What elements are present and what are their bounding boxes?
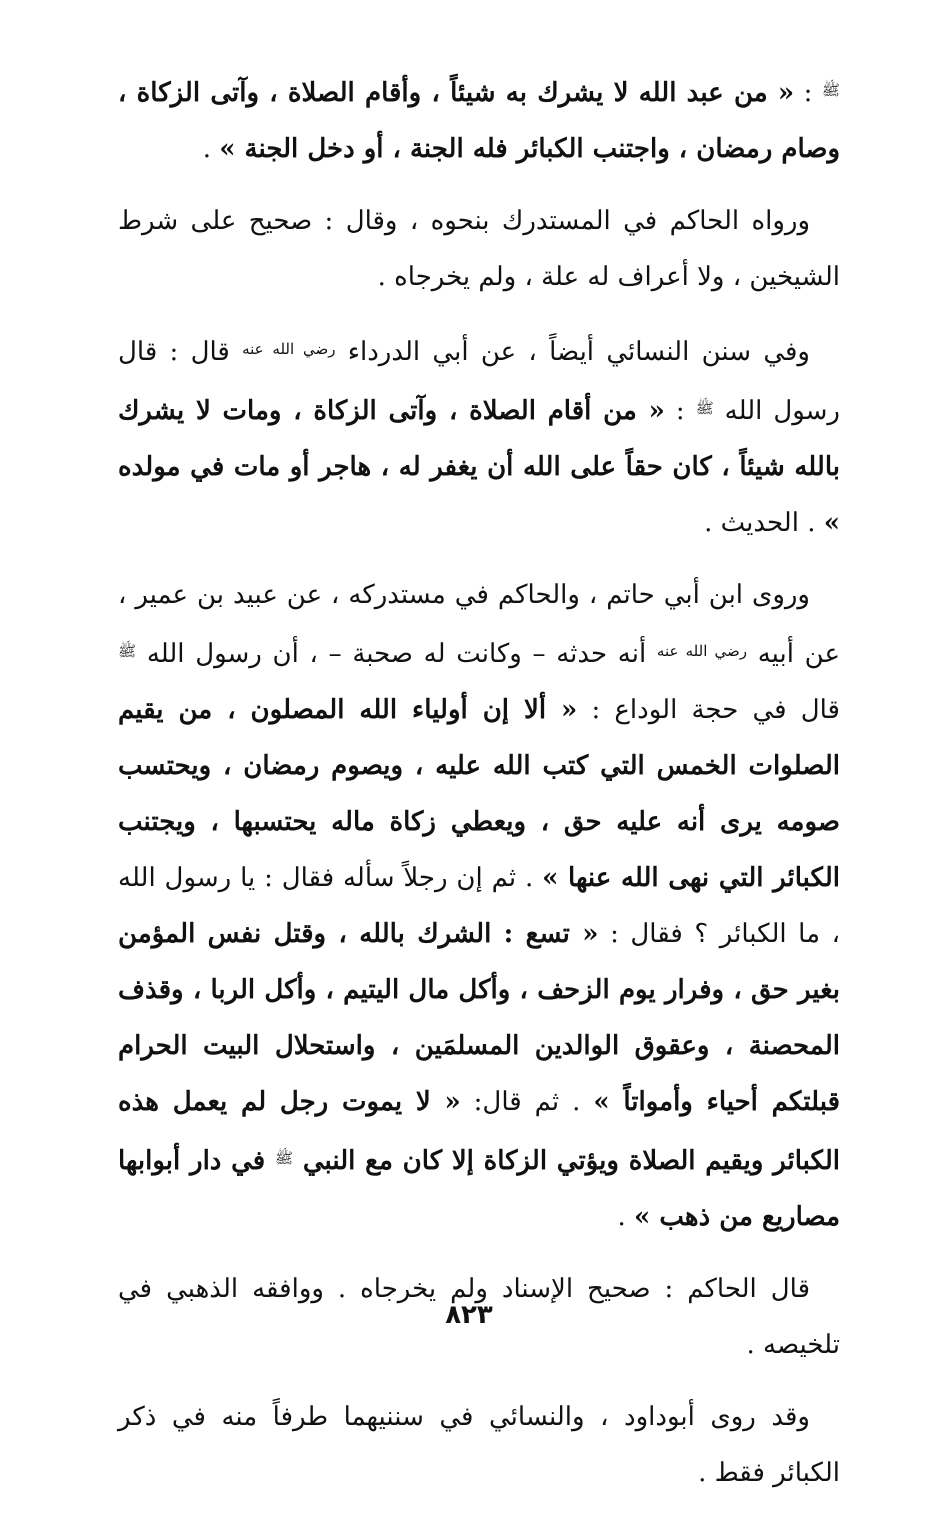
- paragraph-4: [118, 567, 840, 1245]
- hadith-quote-3a: « لا يموت رجل لم يعمل هذه الكبائر ويقيم الصلاة ويؤتي الزكاة إلا كان مع النبي: [118, 1087, 840, 1176]
- hadith-quote-2: « تسع : الشرك بالله ، وقتل نفس المؤمن بغير حق ، وفرار يوم الزحف ، وأكل مال اليتيم ، وأكل الربا ، وقذف المحصنة ، وعقوق الوالدين المسلمَين ، واستحلال البيت الحرام قبلتكم أحياء وأمواتاً »: [118, 919, 841, 1117]
- sentence-end: . الحديث .: [704, 508, 824, 538]
- hadith-quote-3b: في دار أبوابها مصاريع من ذهب »: [118, 1146, 840, 1232]
- paragraph-1: [118, 62, 840, 177]
- hadith-quote: « من أقام الصلاة ، وآتى الزكاة ، ومات لا يشرك بالله شيئاً ، كان حقاً على الله أن يغفر له ، هاجر أو مات في مولده »: [118, 396, 840, 538]
- salutation-mark: ﷺ: [695, 399, 714, 417]
- salutation-mark: ﷺ: [821, 81, 840, 99]
- narration-intro: وفي سنن النسائي أيضاً ، عن أبي الدرداء: [335, 337, 810, 367]
- honorific-mark: رضي الله عنه: [656, 642, 748, 660]
- salutation-mark: ﷺ: [118, 642, 137, 660]
- narration-intro: وروى ابن أبي حاتم ، والحاكم في مستدركه ، عن عبيد بن عمير ، عن أبيه: [118, 580, 840, 669]
- narration-mid-1: . ثم إن رجلاً سأله فقال : يا رسول الله ، ما الكبائر ؟ فقال :: [118, 863, 840, 949]
- colon-text: :: [794, 78, 822, 108]
- narration-intro-3: قال في حجة الوداع :: [577, 695, 840, 725]
- honorific-mark: رضي الله عنه: [242, 340, 336, 358]
- colon-text: :: [664, 396, 696, 426]
- hadith-quote: « من عبد الله لا يشرك به شيئاً ، وأقام الصلاة ، وآتى الزكاة ، وصام رمضان ، واجتنب الكبائر فله الجنة ، أو دخل الجنة »: [118, 78, 840, 164]
- sentence-end: .: [617, 1202, 635, 1232]
- sentence-end: .: [202, 134, 220, 164]
- paragraph-text: قال الحاكم : صحيح الإسناد ولم يخرجاه . ووافقه الذهبي في تلخيصه .: [118, 1274, 840, 1360]
- narration-intro-2: أنه حدثه – وكانت له صحبة – ، أن رسول الله: [136, 639, 657, 669]
- salutation-mark-2: ﷺ: [275, 1149, 294, 1167]
- narration-intro-2: قال : قال رسول الله: [118, 337, 840, 426]
- narration-mid-2: . ثم قال:: [460, 1087, 594, 1117]
- page-body: [118, 62, 840, 1517]
- paragraph-text: وقد روى أبوداود ، والنسائي في سننيهما طرفاً منه في ذكر الكبائر فقط .: [118, 1402, 840, 1488]
- paragraph-text: ورواه الحاكم في المستدرك بنحوه ، وقال : صحيح على شرط الشيخين ، ولا أعراف له علة ، ولم يخرجاه .: [118, 206, 840, 292]
- hadith-quote-1: « ألا إن أولياء الله المصلون ، من يقيم الصلوات الخمس التي كتب الله عليه ، ويصوم رمضان ، ويحتسب صومه يرى أنه عليه حق ، ويعطي زكاة ماله يحتسبها ، ويجتنب الكبائر التي نهى الله عنها »: [118, 695, 840, 893]
- paragraph-6: [118, 1389, 840, 1501]
- paragraph-3: [118, 321, 840, 551]
- paragraph-2: [118, 193, 840, 305]
- page-number: ٨٢٣: [445, 1300, 493, 1330]
